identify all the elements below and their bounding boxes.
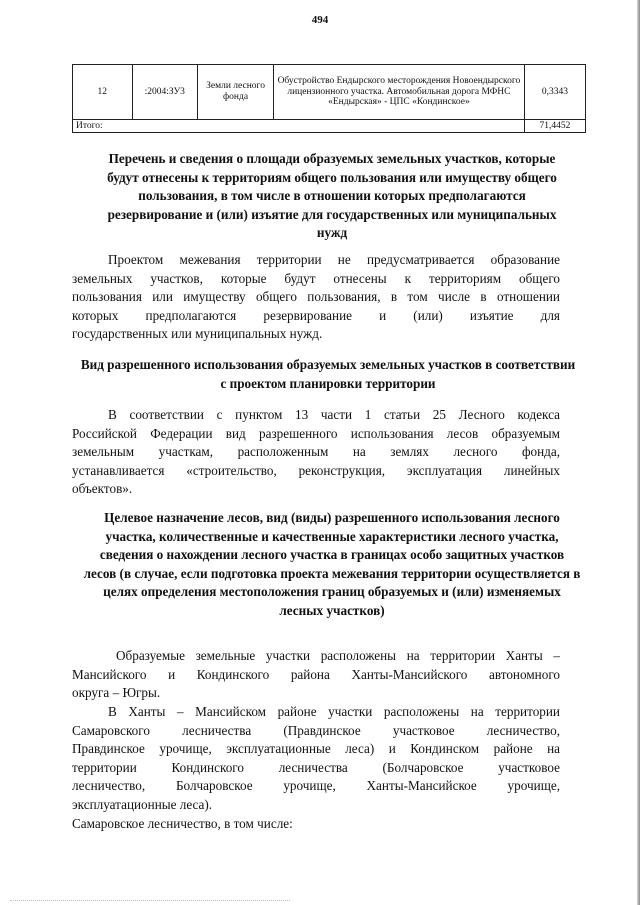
cell-land-category: Земли лесного фонда xyxy=(198,65,274,120)
text-line: Проектом межевания территории не предусматривается образование xyxy=(108,252,560,267)
section-heading-permitted-use: Вид разрешенного использования образуемых земельных участков в соответствии с проектом планировки территории xyxy=(80,357,576,391)
text-line: устанавливается «строительство, реконструкция, эксплуатация линейных xyxy=(72,462,560,478)
text-line: Мансийского и Кондинского района Ханты-Мансийского автономного xyxy=(72,666,560,682)
paragraph-permitted-use xyxy=(72,406,560,499)
total-label: Итого: xyxy=(73,120,525,133)
text-line: Образуемые земельные участки расположены на территории Ханты – xyxy=(116,648,560,663)
section-heading-public-plots: Перечень и сведения о площади образуемых земельных участков, которые будут отнесены к территориям общего пользования или имуществу общего пользования, в том числе в отношении которых предполагаются резервирование и (или) изъятие для государственных или муниципальных нужд xyxy=(107,151,557,240)
text-line: Российской Федерации вид разрешенного использования лесов образуемым xyxy=(72,425,560,441)
text-line: округа – Югры. xyxy=(72,685,161,700)
land-plots-table xyxy=(72,64,586,133)
text-line: объектов». xyxy=(72,481,133,496)
text-line: земельных участков, которые будут отнесены к территориям общего xyxy=(72,270,560,286)
text-line: Самаровского лесничества (Правдинское участковое лесничество, xyxy=(72,722,560,738)
cell-area: 0,3343 xyxy=(524,65,585,120)
cell-purpose: Обустройство Ендырского месторождения Новоендырского лицензионного участка. Автомобильная дорога МФНС «Ендырская» - ЦПС «Кондинское» xyxy=(274,65,525,120)
paragraph-location xyxy=(72,647,560,703)
text-line: пользования или имуществу общего пользования, в том числе в отношении xyxy=(72,289,560,304)
paragraph-samarovo-intro xyxy=(72,815,560,834)
cell-cadastral-number: :2004:ЗУ3 xyxy=(132,65,198,120)
text-line: лесничество, Болчаровское урочище, Ханты-Мансийское урочище, xyxy=(72,778,560,793)
page-number: 494 xyxy=(311,14,329,26)
scan-noise xyxy=(10,898,290,901)
text-line: государственных или муниципальных нужд. xyxy=(72,326,323,341)
text-line: Самаровское лесничество, в том числе: xyxy=(72,816,293,831)
table-total-row xyxy=(73,120,586,133)
text-line: В соответствии с пунктом 13 части 1 статьи 25 Лесного кодекса xyxy=(108,407,560,422)
text-line: территории Кондинского лесничества (Болчаровское участковое xyxy=(72,759,560,775)
text-line: земельным участкам, расположенным на землях лесного фонда, xyxy=(72,444,560,459)
cell-row-number: 12 xyxy=(73,65,133,120)
paragraph-public-plots xyxy=(72,251,560,344)
table-row xyxy=(73,65,586,120)
text-line: В Ханты – Мансийском районе участки расположены на территории xyxy=(108,704,560,719)
section-heading-forest-purpose: Целевое назначение лесов, вид (виды) разрешенного использования лесного участка, количественные и качественные характеристики лесного участка, сведения о нахождении лесного участка в границах особо защитных участков лесов (в случае, если подготовка проекта межевания территории осуществляется в целях определения местоположения границ образуемых и (или) изменяемых лесных участков) xyxy=(83,510,581,618)
paragraph-forestry-details xyxy=(72,703,560,814)
total-value: 71,4452 xyxy=(524,120,585,133)
text-line: Правдинское урочище, эксплуатационные леса) и Кондинском районе на xyxy=(72,741,560,756)
text-line: эксплуатационные леса). xyxy=(72,796,213,812)
text-line: которых предполагаются резервирование и (или) изъятие для xyxy=(72,307,560,323)
